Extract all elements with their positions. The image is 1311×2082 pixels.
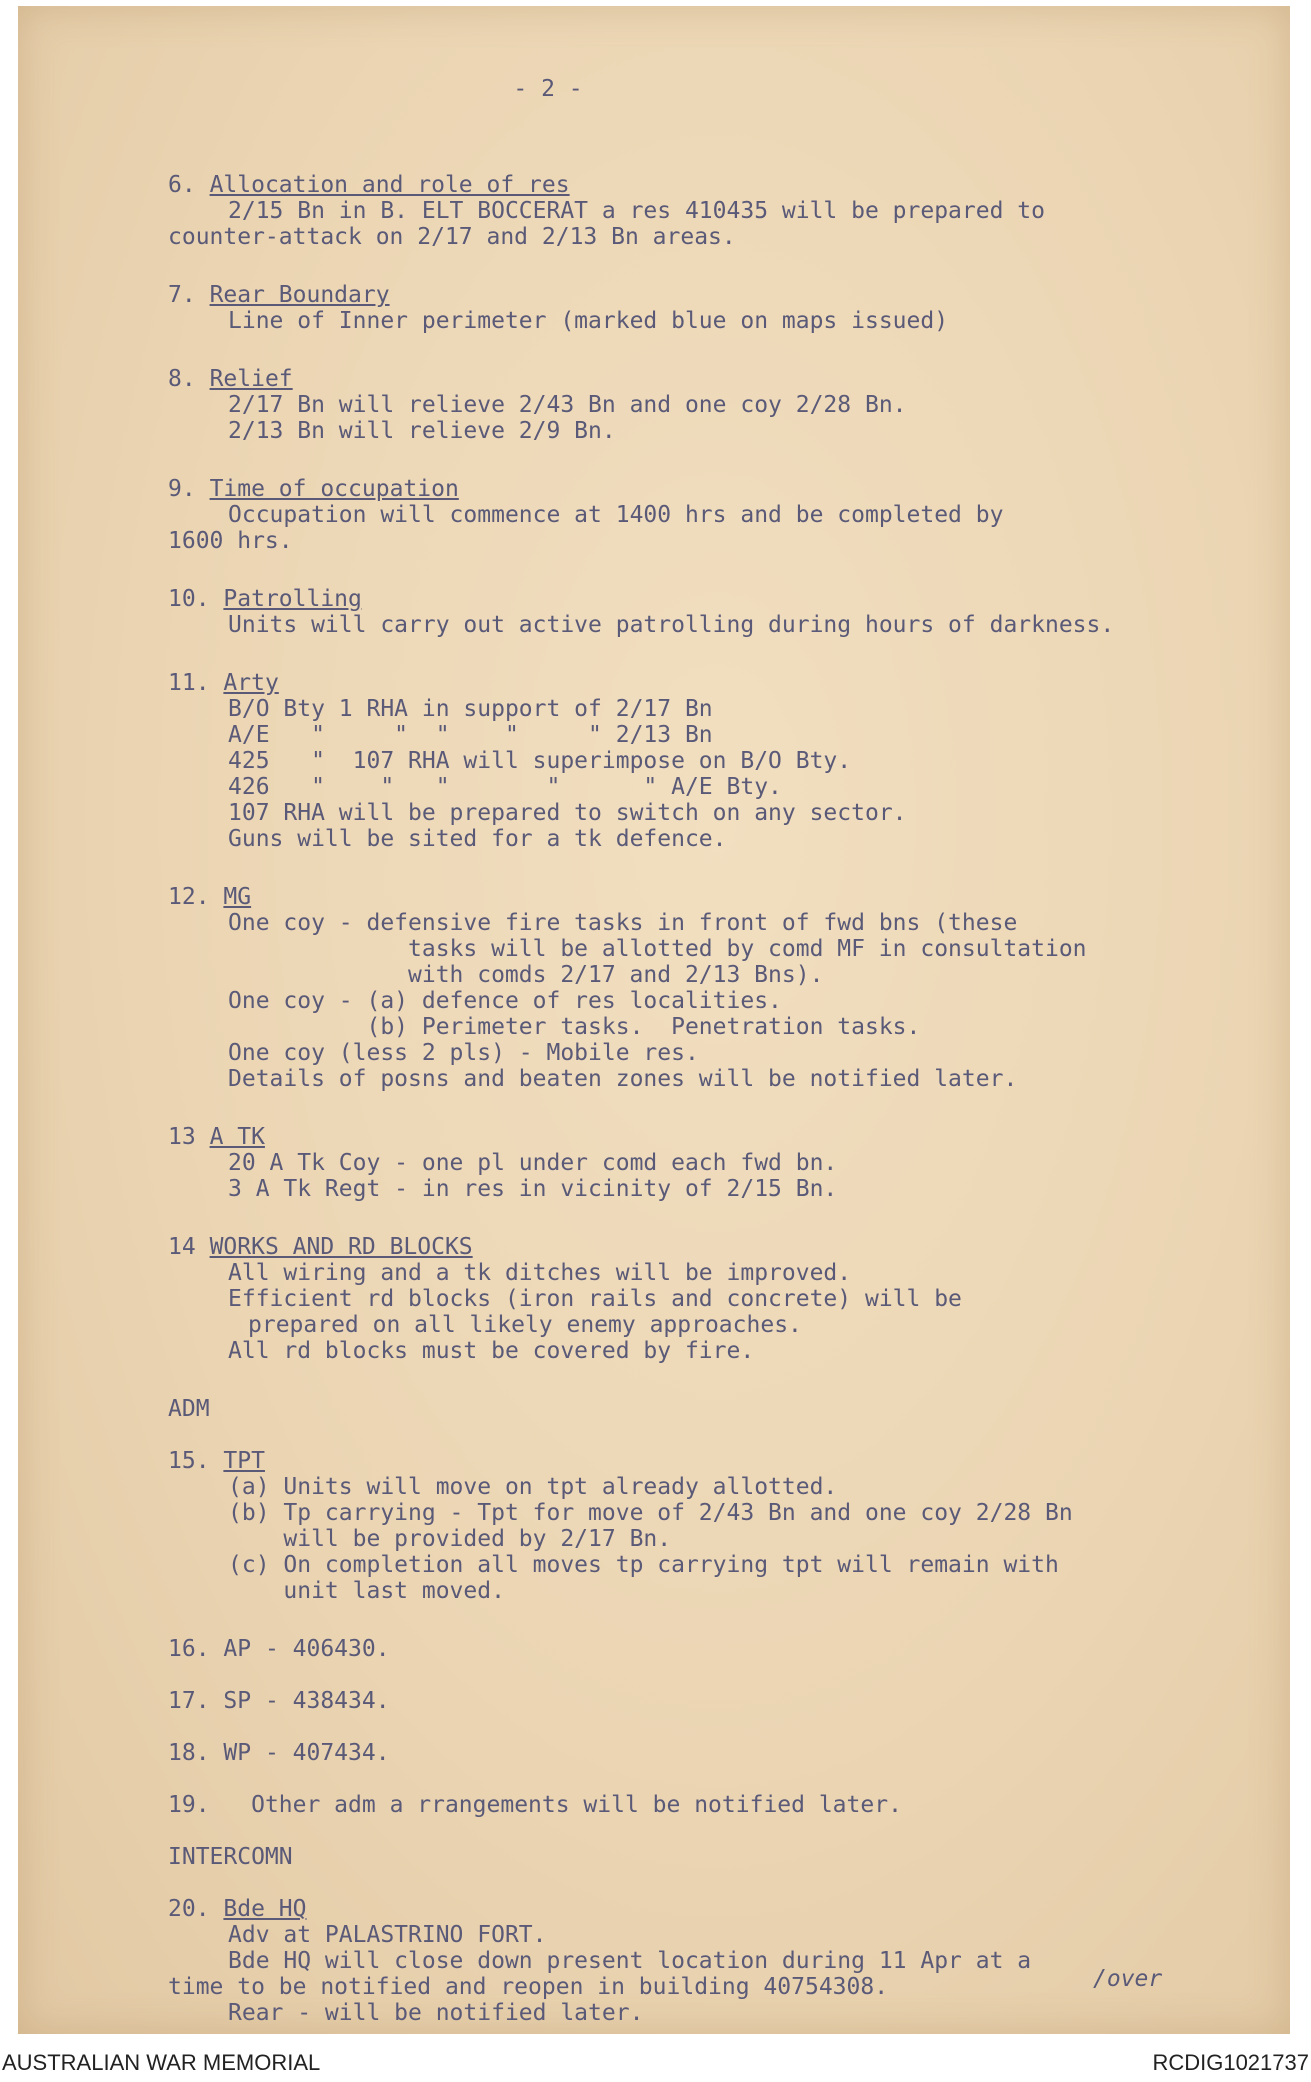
section-line: time to be notified and reopen in building 40754308. xyxy=(168,1974,889,2000)
section-line: (b) Tp carrying - Tpt for move of 2/43 Bn and one coy 2/28 Bn xyxy=(228,1500,1073,1526)
section-line: tasks will be allotted by comd MF in consultation xyxy=(408,936,1087,962)
section-line: Occupation will commence at 1400 hrs and be completed by xyxy=(228,502,1004,528)
section-number: 8. xyxy=(168,366,196,392)
section-title: Relief xyxy=(209,366,293,392)
section-title: TPT xyxy=(223,1448,265,1474)
over-note: /over xyxy=(1093,1966,1163,1992)
section xyxy=(168,476,1228,554)
section xyxy=(168,884,1228,1092)
section-line: Guns will be sited for a tk defence. xyxy=(228,826,727,852)
section-title: Other adm a rrangements will be notified later. xyxy=(223,1792,902,1818)
section-number: 20. xyxy=(168,1896,210,1922)
section-number: 11. xyxy=(168,670,210,696)
section-title: A TK xyxy=(209,1124,265,1150)
section-title: Allocation and role of res xyxy=(209,172,570,198)
section-line: Units will carry out active patrolling during hours of darkness. xyxy=(228,612,1115,638)
section xyxy=(168,670,1228,852)
section-line: 2/15 Bn in B. ELT BOCCERAT a res 410435 will be prepared to xyxy=(228,198,1045,224)
section-line: 1600 hrs. xyxy=(168,528,293,554)
section-line: One coy - defensive fire tasks in front of fwd bns (these xyxy=(228,910,1018,936)
section-line: 2/17 Bn will relieve 2/43 Bn and one coy 2/28 Bn. xyxy=(228,392,907,418)
section xyxy=(168,1124,1228,1202)
section-title: WORKS AND RD BLOCKS xyxy=(209,1234,473,1260)
section xyxy=(168,1792,1228,1818)
section-heading xyxy=(168,884,1228,910)
section-heading xyxy=(168,1844,1228,1870)
section-title: INTERCOMN xyxy=(168,1844,293,1870)
section-title: WP - 407434. xyxy=(223,1740,390,1766)
section-line: Bde HQ will close down present location during 11 Apr at a xyxy=(228,1948,1032,1974)
section-title: Rear Boundary xyxy=(209,282,390,308)
section-title: Arty xyxy=(223,670,279,696)
section-line: (a) Units will move on tpt already allotted. xyxy=(228,1474,838,1500)
section xyxy=(168,586,1228,638)
section-line: Adv at PALASTRINO FORT. xyxy=(228,1922,547,1948)
section-heading xyxy=(168,366,1228,392)
section-heading xyxy=(168,1124,1228,1150)
section xyxy=(168,366,1228,444)
section-heading xyxy=(168,1740,1228,1766)
section-line: Rear - will be notified later. xyxy=(228,2000,644,2026)
section-title: Patrolling xyxy=(223,586,362,612)
section-title: SP - 438434. xyxy=(223,1688,390,1714)
document-sheet xyxy=(18,6,1290,2034)
section-line: unit last moved. xyxy=(228,1578,505,1604)
section-line: (b) Perimeter tasks. Penetration tasks. xyxy=(228,1014,921,1040)
section-line: 425 " 107 RHA will superimpose on B/O Bty. xyxy=(228,748,852,774)
section-number: 7. xyxy=(168,282,196,308)
section-line: All wiring and a tk ditches will be improved. xyxy=(228,1260,852,1286)
section xyxy=(168,282,1228,334)
section-heading xyxy=(168,1448,1228,1474)
section-line: Efficient rd blocks (iron rails and concrete) will be xyxy=(228,1286,962,1312)
order-sections xyxy=(168,172,1228,2026)
section-title: Time of occupation xyxy=(209,476,459,502)
section-heading xyxy=(168,1234,1228,1260)
section-number: 19. xyxy=(168,1792,210,1818)
section-line: 3 A Tk Regt - in res in vicinity of 2/15 Bn. xyxy=(228,1176,838,1202)
section xyxy=(168,1688,1228,1714)
section-line: will be provided by 2/17 Bn. xyxy=(228,1526,672,1552)
section xyxy=(168,1636,1228,1662)
section-number: 9. xyxy=(168,476,196,502)
section-number: 17. xyxy=(168,1688,210,1714)
section-number: 18. xyxy=(168,1740,210,1766)
section-line: Line of Inner perimeter (marked blue on maps issued) xyxy=(228,308,949,334)
section-line: 107 RHA will be prepared to switch on any sector. xyxy=(228,800,907,826)
section-title: ADM xyxy=(168,1396,210,1422)
section-heading xyxy=(168,282,1228,308)
section-line: 2/13 Bn will relieve 2/9 Bn. xyxy=(228,418,616,444)
section-heading xyxy=(168,586,1228,612)
typed-document xyxy=(168,76,1228,2058)
section xyxy=(168,1396,1228,1422)
page-number: - 2 - xyxy=(513,76,583,102)
section-title: Bde HQ xyxy=(223,1896,307,1922)
section-line: with comds 2/17 and 2/13 Bns). xyxy=(408,962,824,988)
section-line: Details of posns and beaten zones will be notified later. xyxy=(228,1066,1018,1092)
section xyxy=(168,1844,1228,1870)
section-heading xyxy=(168,1688,1228,1714)
section-number: 14 xyxy=(168,1234,196,1260)
section-line: counter-attack on 2/17 and 2/13 Bn areas. xyxy=(168,224,736,250)
section-line: One coy - (a) defence of res localities. xyxy=(228,988,782,1014)
section-number: 13 xyxy=(168,1124,196,1150)
section-title: AP - 406430. xyxy=(223,1636,390,1662)
section xyxy=(168,1234,1228,1364)
section-line: A/E " " " " " 2/13 Bn xyxy=(228,722,713,748)
section-number: 6. xyxy=(168,172,196,198)
section-line: 426 " " " " " A/E Bty. xyxy=(228,774,782,800)
section xyxy=(168,1448,1228,1604)
section-heading xyxy=(168,1396,1228,1422)
section-line: 20 A Tk Coy - one pl under comd each fwd bn. xyxy=(228,1150,838,1176)
section-heading xyxy=(168,1636,1228,1662)
section-line: All rd blocks must be covered by fire. xyxy=(228,1338,755,1364)
section-number: 16. xyxy=(168,1636,210,1662)
footer-image-id: RCDIG1021737 xyxy=(1152,2050,1309,2075)
section-line: One coy (less 2 pls) - Mobile res. xyxy=(228,1040,699,1066)
section xyxy=(168,1740,1228,1766)
section-line: prepared on all likely enemy approaches. xyxy=(248,1312,802,1338)
section-heading xyxy=(168,476,1228,502)
section-line: B/O Bty 1 RHA in support of 2/17 Bn xyxy=(228,696,713,722)
section-heading xyxy=(168,670,1228,696)
section xyxy=(168,172,1228,250)
section-number: 12. xyxy=(168,884,210,910)
section-number: 15. xyxy=(168,1448,210,1474)
section xyxy=(168,1896,1228,2026)
section-title: MG xyxy=(223,884,252,910)
section-number: 10. xyxy=(168,586,210,612)
section-line: (c) On completion all moves tp carrying tpt will remain with xyxy=(228,1552,1059,1578)
section-heading xyxy=(168,172,1228,198)
section-heading xyxy=(168,1792,1228,1818)
section-heading xyxy=(168,1896,1228,1922)
footer-archive-name: AUSTRALIAN WAR MEMORIAL xyxy=(2,2050,321,2075)
